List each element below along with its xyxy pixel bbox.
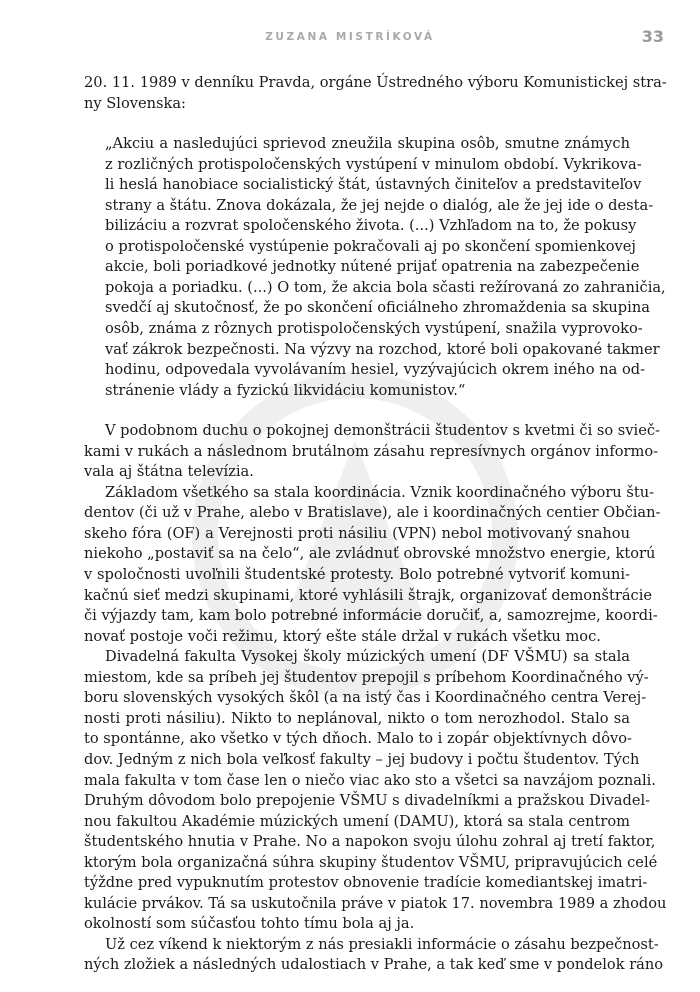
text-line: hodinu, odpovedala vyvolávaním hesiel, vyzývajúcich okrem iného na od- xyxy=(105,361,645,379)
text-line: ných zložiek a následných udalostiach v Prahe, a tak keď sme v pondelok ráno xyxy=(84,956,664,974)
text-line: boru slovenských vysokých škôl (a na istý čas i Koordinačného centra Verej- xyxy=(84,689,647,707)
main-paragraphs xyxy=(84,421,667,976)
text-line: kulácie prvákov. Tá sa uskutočnila práve v piatok 17. novembra 1989 a zhodou xyxy=(84,894,667,912)
text-line: kami v rukách a následnom brutálnom zásahu represívnych orgánov informo- xyxy=(84,442,659,460)
paragraph xyxy=(84,483,661,647)
text-line: „Akciu a nasledujúci sprievod zneužila skupina osôb, smutne známych xyxy=(105,135,630,153)
text-line: v spoločnosti uvoľnili študentské protesty. Bolo potrebné vytvoriť komuni- xyxy=(84,566,630,584)
text-line: vať zákrok bezpečnosti. Na výzvy na rozchod, ktoré boli opakované takmer xyxy=(105,340,660,358)
text-line: študentského hnutia v Prahe. No a napokon svoju úlohu zohral aj tretí faktor, xyxy=(84,833,656,851)
text-line: svedčí aj skutočnosť, že po skončení oficiálneho zhromaždenia sa skupina xyxy=(105,299,650,317)
text-line: z rozličných protispoločenských vystúpení v minulom období. Vykrikova- xyxy=(105,155,642,173)
text-line: 20. 11. 1989 v denníku Pravda, orgáne Ústredného výboru Komunistickej stra- xyxy=(84,74,667,91)
text-line: mala fakulta v tom čase len o niečo viac ako sto a všetci sa navzájom poznali. xyxy=(84,771,656,789)
text-line: dentov (či už v Prahe, alebo v Bratislave), ale i koordinačných centier Občian- xyxy=(84,504,661,522)
text-line: o protispoločenské vystúpenie pokračovali aj po skončení spomienkovej xyxy=(105,237,636,255)
text-line: pokoja a poriadku. (...) O tom, že akcia bola sčasti režírovaná zo zahraničia, xyxy=(105,278,666,296)
page-number: 33 xyxy=(641,27,664,46)
quoted-passage xyxy=(105,134,666,401)
text-line: stránenie vlády a fyzickú likvidáciu komunistov.“ xyxy=(105,381,466,399)
text-line: bilizáciu a rozvrat spoločenského života. (...) Vzhľadom na to, že pokusy xyxy=(105,217,637,235)
text-line: miestom, kde sa príbeh jej študentov prepojil s príbehom Koordinačného vý- xyxy=(84,668,649,686)
text-line: Už cez víkend k niektorým z nás presiakli informácie o zásahu bezpečnost- xyxy=(105,935,659,953)
text-line: to spontánne, ako všetko v tých dňoch. Malo to i zopár objektívnych dôvo- xyxy=(84,730,632,748)
text-line: akcie, boli poriadkové jednotky nútené prijať opatrenia na zabezpečenie xyxy=(105,258,640,276)
text-line: dov. Jedným z nich bola veľkosť fakulty – jej budovy i počtu študentov. Tých xyxy=(84,750,640,768)
text-line: V podobnom duchu o pokojnej demonštrácii študentov s kvetmi či so svieč- xyxy=(105,422,660,440)
text-line: Druhým dôvodom bolo prepojenie VŠMU s divadelníkmi a pražskou Divadel- xyxy=(84,792,651,810)
text-line: nosti proti násiliu). Nikto to neplánoval, nikto o tom nerozhodol. Stalo sa xyxy=(84,709,630,727)
text-line: ktorým bola organizačná súhra skupiny študentov VŠMU, pripravujúcich celé xyxy=(84,853,658,871)
paragraph xyxy=(84,935,664,976)
text-line: vala aj štátna televízia. xyxy=(84,463,254,481)
text-line: či výjazdy tam, kam bolo potrebné informácie doručiť, a, samozrejme, koordi- xyxy=(84,607,658,625)
text-line: Základom všetkého sa stala koordinácia. Vznik koordinačného výboru štu- xyxy=(105,483,655,501)
running-header-author: ZUZANA MISTRÍKOVÁ xyxy=(265,31,435,43)
text-line: týždne pred vypuknutím protestov obnovenie tradície komediantskej imatri- xyxy=(84,874,648,892)
text-line: skeho fóra (OF) a Verejnosti proti násiliu (VPN) nebol motivovaný snahou xyxy=(84,524,630,542)
paragraph xyxy=(84,647,667,935)
text-line: osôb, známa z rôznych protispoločenských vystúpení, snažila vyprovoko- xyxy=(105,320,643,338)
body-text xyxy=(84,73,667,976)
text-line: kačnú sieť medzi skupinami, ktoré vyhlásili štrajk, organizovať demonštrácie xyxy=(84,586,653,604)
text-line: strany a štátu. Znova dokázala, že jej nejde o dialóg, ale že jej ide o desta- xyxy=(105,196,654,214)
text-line: nou fakultou Akadémie múzických umení (DAMU), ktorá sa stala centrom xyxy=(84,812,630,830)
text-line: li heslá hanobiace socialistický štát, ústavných činiteľov a predstaviteľov xyxy=(105,176,642,194)
text-line: ny Slovenska: xyxy=(84,94,186,112)
text-line: niekoho „postaviť sa na čelo“, ale zvládnuť obrovské množstvo energie, ktorú xyxy=(84,545,656,563)
text-line: okolností som súčasťou tohto tímu bola aj ja. xyxy=(84,915,415,933)
text-line: novať postoje voči režimu, ktorý ešte stále držal v rukách všetku moc. xyxy=(84,627,601,645)
paragraph xyxy=(84,421,660,483)
text-line: Divadelná fakulta Vysokej školy múzických umení (DF VŠMU) sa stala xyxy=(105,648,630,666)
intro-paragraph xyxy=(84,73,667,114)
